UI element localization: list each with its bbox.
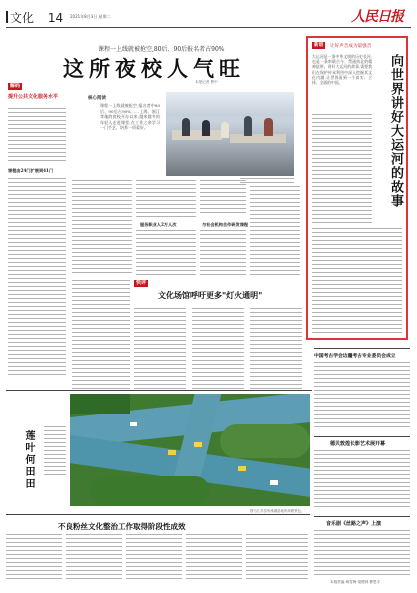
kuaiping-col-3	[250, 308, 302, 390]
lead-col-3a	[136, 180, 196, 218]
lead-byline: 本报记者 曹中	[195, 80, 218, 84]
lead-kicker: 课程一上线就被抢空,80后、90后报名者占90%	[98, 46, 225, 53]
header-rule	[6, 27, 411, 28]
bottom-title: 不良粉丝文化整治工作取得阶段性成效	[58, 522, 186, 531]
kuaiping-col-2	[192, 308, 244, 390]
photo-credit: 图为江苏泰州溱湖湿地的荷塘景色。	[250, 509, 305, 513]
pull-title: 核心阅读	[88, 96, 106, 101]
feature-title: 向世界讲好大运河的故事	[388, 54, 403, 208]
feature-col-1	[312, 114, 372, 224]
kuaiping-tag-label: 快评	[136, 280, 147, 286]
subhead-3: 与社会机构合作研发课程	[202, 222, 249, 227]
lotus-photo	[70, 394, 310, 506]
news1-text	[314, 362, 410, 430]
kuaiping-col-1	[134, 308, 186, 390]
bottom-col-3	[126, 534, 182, 582]
bottom-rule	[6, 514, 310, 515]
news1-title: 中国考古学会边疆考古专业委员会成立	[314, 353, 396, 359]
feature-tag	[312, 42, 325, 49]
kuaiping-title: 文化场馆呼吁更多"灯火通明"	[158, 290, 263, 300]
bottom-col-1	[6, 534, 62, 582]
lead-photo-caption	[240, 178, 294, 184]
masthead: 人民日报	[351, 9, 403, 25]
jiedu-title: 提升公共文化服务水平	[8, 94, 59, 100]
pull-quote	[88, 95, 164, 177]
left-col-text-3	[72, 280, 130, 390]
date-line: 2021年8月3日 星期二	[70, 14, 111, 19]
lead-col-4b	[200, 230, 246, 276]
feature-tag-title: 让好声音成为最强音	[330, 44, 372, 49]
lead-col-3b	[136, 230, 196, 276]
bottom-col-4	[186, 534, 242, 582]
feature-col-2	[312, 228, 402, 336]
lead-col-5	[250, 186, 300, 276]
left-col-text-2	[8, 178, 66, 378]
footer-editors: 本版责编:杨雪梅 梁俊林 曹思宇	[330, 580, 381, 584]
subhead-1: 课程由24门扩展到41门	[8, 168, 54, 173]
news2-title: 德贝敦煌长影艺术展开幕	[330, 441, 386, 447]
kuaiping-block	[134, 280, 302, 390]
lead-photo	[166, 92, 294, 176]
photo-desc	[44, 426, 66, 478]
jiedu-tag	[8, 83, 22, 90]
lead-title: 这所夜校人气旺	[63, 56, 245, 81]
feature-intro: 大运河是一条中华文明的历史长河,也是一条串联古今、贯通南北的精神纽带。讲好大运河的故事,需要我们在保护传承利用中深入挖掘其文化内涵,让世界看到一个真实、立体、全面的中国。	[312, 54, 372, 86]
news2-rule	[314, 436, 410, 437]
left-col-text-1	[8, 108, 66, 164]
news2-text	[314, 450, 410, 510]
lead-col-4a	[200, 180, 246, 216]
page-number: 14	[47, 11, 64, 25]
kuaiping-tag	[134, 280, 148, 287]
news1-rule	[314, 348, 410, 349]
news3-title: 音乐剧《丝路之声》上演	[326, 521, 382, 527]
section-label: 文化	[10, 11, 35, 25]
news3-rule	[314, 516, 410, 517]
feature-tag-label: 新语	[314, 43, 324, 48]
pull-text: 课程一上线就被抢空,报名者中80后、90后占90%……上海、浙江等地的夜校开办以来,越来越多的年轻人走进课堂,在工作之余学习一门手艺、培养一项爱好。	[100, 103, 160, 130]
section-name	[10, 9, 63, 26]
news3-text	[314, 530, 410, 576]
bottom-col-5	[246, 534, 308, 582]
jiedu-tag-label: 解码	[10, 83, 21, 89]
subhead-2: 服务职业人2万人次	[140, 222, 177, 227]
lead-col-2	[72, 180, 132, 276]
photo-title: 莲叶何田田	[23, 430, 34, 490]
feature-box	[306, 36, 408, 340]
bottom-col-2	[66, 534, 122, 582]
